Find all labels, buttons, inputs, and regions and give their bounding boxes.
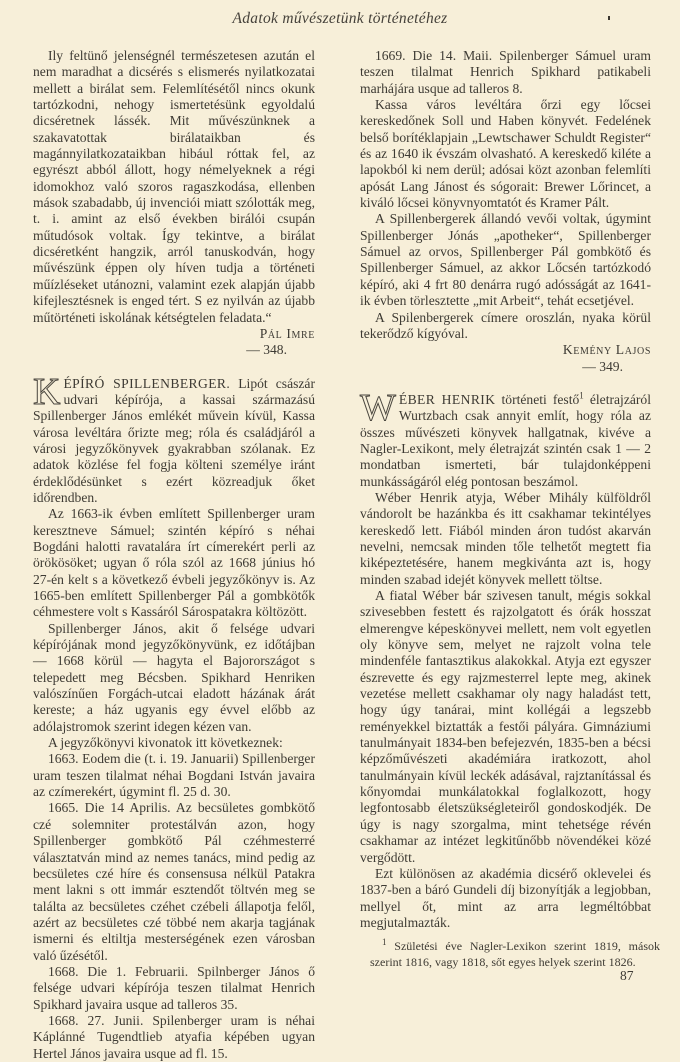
intro-text: Lipót császár udvari képírója, a kassai származású Spillenberger János emlékét művein kívül, Kassa városa levéltára őrizte meg; róla és családjáról a városi jegyzőkönyvek gyakrabban szólanak. Ez adatok közlése fel fogja költeni személye iránt érdeklődésünket s ezért közreadjuk őket időrendben. bbox=[33, 375, 315, 505]
article-intro bbox=[360, 386, 651, 490]
footnote-reference[interactable]: 1 bbox=[579, 390, 584, 401]
paragraph: Az 1663-ik évben említett Spillenberger uram keresztneve Sámuel; szintén képíró s néhai Bogdáni halotti ravatalára írt címerekért perli az örökösöket; ugyan ő róla szól az 1668 június hó 27-én kelt s a következő évbeli jegyzőkönyv is. Az 1665-ben említett Spillenberger Pál a gombkötők céhmestere volt s Kassáról Sárospatakra költözött. bbox=[33, 506, 315, 620]
record-entry: 1665. Die 14 Aprilis. Az becsületes gombkötő czé solemniter protestálván azon, hogy Spillenberger gombkötő Pál czéhmesterré választatván mind az nemes tanács, mind pedig az becsületes czé híre és consensusa nélkül Patakra ment lakni s ott immár esztendőt töltvén meg se találta az becsületes czéhet czébeli állapotja felől, azért az becsületes czé többé nem akarja tagjának ismerni és eltiltja mesterségének ezen városban való űzésétől. bbox=[33, 800, 315, 963]
paragraph: A jegyzőkönyvi kivonatok itt következnek: bbox=[47, 735, 283, 751]
drop-cap: W bbox=[360, 386, 396, 429]
record-entry: 1668. 27. Junii. Spilenberger uram is néhai Káplánné Tugendtlieb atyafia képében ugyan Hertel János javaira usque ad fl. 15. bbox=[33, 1012, 315, 1061]
section-gap bbox=[33, 359, 315, 376]
record-entry: 1668. Die 1. Februarii. Spilnberger János ő felsége udvari képírója teszen tilalmat Henrich Spikhard javaira usque ad talleros 35. bbox=[33, 963, 315, 1012]
footnote-body: Születési éve Nagler-Lexikon szerint 1819, mások szerint 1816, vagy 1818, sőt egyes helyek szerint 1826. bbox=[370, 939, 660, 969]
author-signature: Pál Imre bbox=[259, 325, 315, 341]
footnote bbox=[370, 938, 660, 970]
right-column bbox=[360, 48, 651, 931]
paragraph: Spillenberger János, akit ő felsége udvari képírójának mond jegyzőkönyvünk, ez időtájban — 1668 körül — hagyta el Bajorországot s telepedett meg Bécsben. Spikhard Henriken valószínűen Forgách-utcai eladott házának árát kereste; a ház ugyanis egy évvel előbb az adólajstromok szerint idegen kézen van. bbox=[33, 620, 315, 734]
record-entry: 1669. Die 14. Maii. Spilenberger Sámuel uram teszen tilalmat Henrich Spikhard patikabeli marhájára usque ad talleros 8. bbox=[360, 48, 651, 96]
left-column bbox=[33, 48, 315, 1062]
footnote-text bbox=[370, 938, 660, 970]
item-number: — 348. bbox=[246, 342, 287, 358]
record-entry: 1663. Eodem die (t. i. 19. Januarii) Spillenberger uram teszen tilalmat néhai Bogdani István javaira az czímerekért, úgymint fl. 25 d. 30. bbox=[33, 751, 315, 800]
section-gap bbox=[360, 375, 651, 392]
signature-line bbox=[33, 326, 315, 342]
author-signature: Kemény Lajos bbox=[562, 342, 651, 358]
paragraph: Ily feltünő jelenségnél természetesen azután el nem maradhat a dicsérés s elismerés nyilatkozatai mellett a birálat sem. Felemlítésétől nincs okunk tartózkodni, nehogy ismertetésünk egyoldalú dicséretnek lássék. Mit művészünknek a szakavatottak birálataikban és magánnyilatkozataikban hibául róttak fel, az egyrészt abból állott, hogy némelyeknek a régi idomokhoz való szoros ragaszkodása, ellenben mások szabadabb, új invenciói miatt szólották meg, t. i. amint az első években birálói csupán műtudósok voltak. Így tekintve, a birálat dicséretként hangzik, arról tanuskodván, hogy művészünk éppen oly híven tudja a történeti műízléseket utánozni, valamint ezek alapján újabb kifejlesztésnek is enged tért. S ez nyilván az újabb műtörténeti iskolának kétségtelen feladata.“ bbox=[33, 48, 315, 325]
signature-line bbox=[360, 342, 651, 358]
article-heading: ÉBER HENRIK bbox=[398, 391, 496, 407]
footnote-marker: 1 bbox=[382, 937, 387, 947]
paragraph: A fiatal Wéber bár szivesen tanult, mégis sokkal szivesebben festett és rajzolgatott és órák hosszat elmerengve képeskönyvei mellett, nem volt egyetlen oly könyve sem, melyet ne rajzolt volna tele mindenféle fantasztikus alakokkal. Atyja ezt egyszer észrevette és egy rajzmesterrel lepte meg, akinek vezetése mellett csakhamar oly nagy haladást tett, hogy úgy tanárai, mint kollégái a legszebb reményekkel biztatták a festői pályára. Gimnáziumi tanulmányait 1834-ben befejezvén, 1835-ben a bécsi képzőművészeti akadémiára iratkozott, ahol tanulmányain kívül leckék adásával, rajztanítással és kőnyomdai munkálatokkal foglalkozott, hogy legfontosabb életszükségleteiről gondoskodjék. De úgy is nagy szorgalma, mint tehetsége révén csakhamar az intézet legkitűnőbb növendékei közé vergődött. bbox=[360, 588, 651, 865]
drop-cap: K bbox=[33, 370, 61, 413]
article-intro bbox=[33, 370, 315, 507]
running-title: Adatok művészetünk történetéhez bbox=[232, 10, 448, 27]
article-heading: ÉPÍRÓ SPILLENBERGER. bbox=[63, 375, 231, 391]
paragraph: Wéber Henrik atyja, Wéber Mihály külföldről vándorolt be hazánkba és itt csakhamar tekintélyes kereskedő lett. Fiából minden áron tudóst akarván nevelni, nemcsak minden tőle telhetőt megtett fia kiképeztetésére, hanem megkivánta azt is, hogy minden szabad idejét könyvek mellett töltse. bbox=[360, 489, 651, 587]
intro-text: történeti festő bbox=[495, 391, 580, 407]
paragraph: Ezt különösen az akadémia dicsérő oklevelei és 1837-ben a báró Gundeli díj bizonyítják a legjobban, mellyel őt, mint az arra legméltóbbat megjutalmazták. bbox=[360, 865, 651, 930]
page-number: 87 bbox=[620, 968, 634, 983]
paragraph: A Spillenbergerek állandó vevői voltak, úgymint Spillenberger Jónás „apotheker“, Spillenberger Sámuel az orvos, Spillenberger Pál gombkötő és Spillenberger Sámuel, az akkor Lőcsén tartózkodó képíró, aki 4 frt 80 denárra rugó adósságát az 1641-ik évben törlesztette „mit Arbeit“, tehát ecsetjével. bbox=[360, 211, 651, 309]
intro-text: életrajzáról Wurtzbach csak annyit említ, hogy róla az összes művészeti könyvek hallgatnak, kivéve a Nagler-Lexikont, mely életrajzát szintén csak 1 — 2 mondatban ismerteti, bár tulajdonképpeni munkásságáról elég pontosan beszámol. bbox=[360, 391, 651, 489]
item-number: — 349. bbox=[582, 358, 623, 374]
paragraph: A Spilenbergerek címere oroszlán, nyaka körül tekerődző kígyóval. bbox=[360, 309, 651, 341]
paragraph: Kassa város levéltára őrzi egy lőcsei kereskedőnek Soll und Haben könyvét. Fedelének belső borítéklapjain „Lewtschawer Schuldt Register“ és az 1640 ik évszám olvasható. A kereskedő kiléte a lapokból ki nem derül; adósai közt azonban felemlíti apósát Lang Jánost és sógorait: Brewer Lőrincet, a kiváló lőcsei könyvnyomtatót és Kramer Pált. bbox=[360, 97, 651, 211]
print-speck bbox=[608, 16, 610, 20]
